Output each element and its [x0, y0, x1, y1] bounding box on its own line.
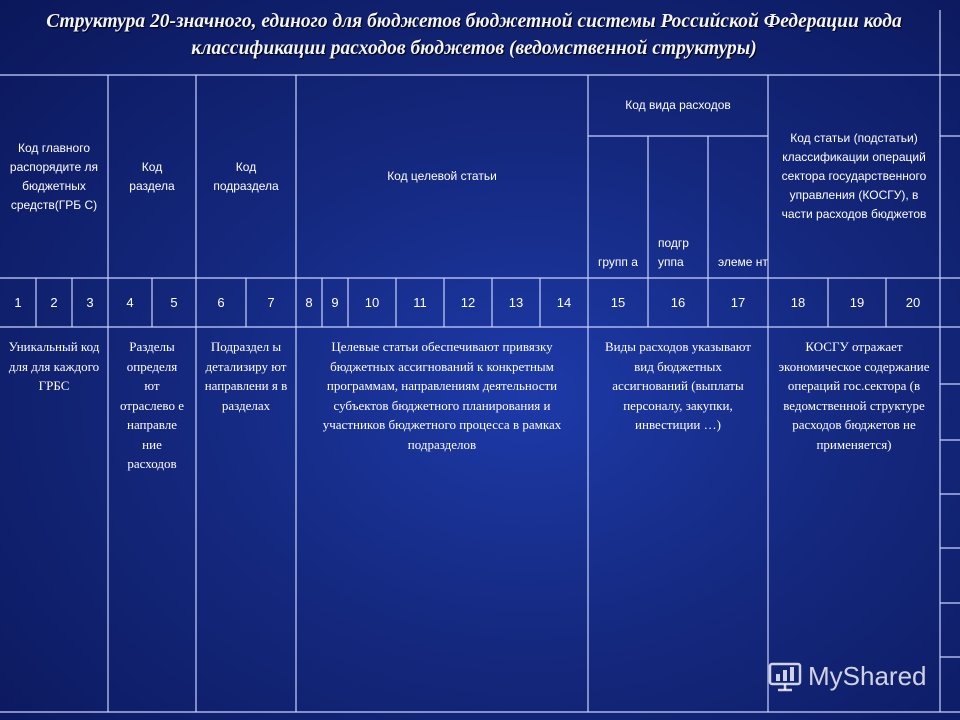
desc-razdel: Разделы определя ют отраслево е направле ние расходов: [119, 339, 185, 471]
num-8: 8: [305, 295, 313, 310]
presentation-icon: [768, 659, 802, 693]
num-11: 11: [413, 295, 427, 310]
num-20: 20: [905, 295, 921, 310]
desc-grbs: Уникальный код для для каждого ГРБС: [8, 339, 100, 393]
num-9: 9: [331, 295, 339, 310]
num-5: 5: [170, 295, 178, 310]
num-1: 1: [14, 295, 22, 310]
num-14: 14: [556, 295, 572, 310]
slide-title: Структура 20-значного, единого для бюджетов бюджетной системы Российской Федерации кода классификации расходов бюджетов (ведомственной структуры): [46, 11, 902, 59]
desc-vid: Виды расходов указывают вид бюджетных ассигнований (выплаты персоналу, закупки, инвестиции …): [605, 339, 751, 432]
num-13: 13: [508, 295, 524, 310]
header-kosgu: Код статьи (подстатьи) классификации операций сектора государственного управления (КОСГУ), в части расходов бюджетов: [781, 131, 927, 221]
num-10: 10: [364, 295, 380, 310]
num-19: 19: [849, 295, 865, 310]
num-17: 17: [730, 295, 746, 310]
num-4: 4: [126, 295, 134, 310]
num-16: 16: [670, 295, 686, 310]
num-6: 6: [217, 295, 225, 310]
header-razdel: Код раздела: [129, 159, 175, 193]
num-3: 3: [86, 295, 94, 310]
header-podrazdel: Код подраздела: [213, 159, 279, 193]
header-podgruppa: подгр уппа: [658, 236, 689, 269]
num-18: 18: [790, 295, 806, 310]
myshared-watermark: [768, 656, 948, 696]
watermark-text: MyShared: [808, 660, 927, 691]
num-12: 12: [460, 295, 476, 310]
header-celevaya: Код целевой статьи: [387, 169, 497, 183]
header-element: элеме нт: [718, 255, 768, 269]
desc-celevaya: Целевые статьи обеспечивают привязку бюджетных ассигнований к конкретным программам, направлениям деятельности субъектов бюджетного планирования и участников бюджетного процесса в рамках подразделов: [322, 339, 562, 452]
num-7: 7: [267, 295, 275, 310]
header-vid: Код вида расходов: [625, 98, 731, 112]
header-gruppa: групп а: [598, 255, 638, 269]
num-2: 2: [50, 295, 58, 310]
header-grbs: Код главного распорядите ля бюджетных средств(ГРБ С): [9, 140, 99, 212]
desc-kosgu: КОСГУ отражает экономическое содержание операций гос.сектора (в ведомственной структуре расходов бюджетов не применяется): [778, 339, 930, 452]
num-15: 15: [610, 295, 626, 310]
desc-podrazdel: Подраздел ы детализиру ют направлени я в разделах: [204, 339, 288, 413]
